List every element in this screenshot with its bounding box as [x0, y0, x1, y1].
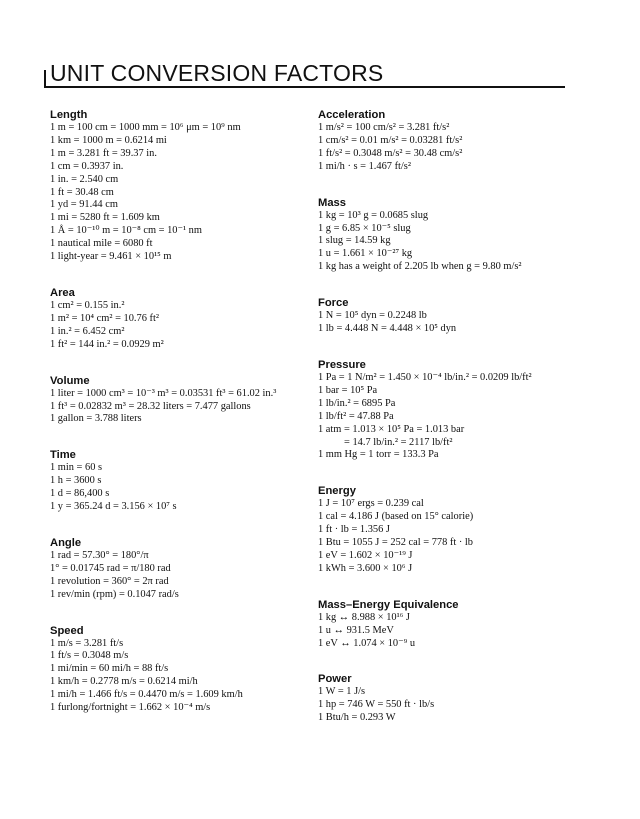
section-heading: Length [50, 109, 88, 121]
conversion-line: 1 cal = 4.186 J (based on 15° calorie) [318, 511, 474, 523]
section-heading: Angle [50, 536, 82, 549]
page-title: UNIT CONVERSION FACTORS [50, 60, 384, 86]
section-volume [50, 374, 320, 427]
section-heading: Acceleration [318, 109, 386, 121]
section-acceleration [318, 108, 578, 174]
section-heading: Pressure [318, 358, 366, 371]
conversion-line: 1 m = 3.281 ft = 39.37 in. [50, 147, 157, 159]
conversion-line: 1 cm² = 0.155 in.² [50, 299, 125, 311]
conversion-line: 1 furlong/fortnight = 1.662 × 10⁻⁴ m/s [50, 702, 211, 714]
conversion-line: 1 Pa = 1 N/m² = 1.450 × 10⁻⁴ lb/in.² = 0.0209 lb/ft² [318, 371, 532, 383]
conversion-line: 1 lb/ft² = 47.88 Pa [318, 410, 394, 422]
section-heading: Area [50, 286, 75, 299]
section-heading: Speed [50, 624, 84, 637]
section-power [318, 672, 578, 725]
conversion-line: 1 atm = 1.013 × 10⁵ Pa = 1.013 bar [318, 423, 465, 435]
conversion-line: = 14.7 lb/in.² = 2117 lb/ft² [344, 436, 453, 448]
section-heading: Energy [318, 485, 356, 498]
conversion-line: 1 h = 3600 s [50, 475, 102, 487]
conversion-line: 1 ft² = 144 in.² = 0.0929 m² [50, 338, 164, 350]
conversion-line: 1 m = 100 cm = 1000 mm = 10⁶ μm = 10⁹ nm [50, 122, 241, 133]
section-heading: Force [318, 297, 349, 310]
section-mass-energy-equivalence [318, 598, 578, 651]
section-heading: Volume [50, 374, 90, 387]
conversion-line: 1 bar = 10⁵ Pa [318, 384, 378, 396]
conversion-line: 1 m/s = 3.281 ft/s [50, 637, 124, 649]
section-heading: Mass–Energy Equivalence [318, 598, 459, 611]
conversion-line: 1 mi/h = 1.466 ft/s = 0.4470 m/s = 1.609 km/h [50, 689, 243, 701]
conversion-line: 1 Btu/h = 0.293 W [318, 712, 396, 724]
conversion-line: 1 eV = 1.602 × 10⁻¹⁹ J [318, 549, 413, 561]
conversion-line: 1 kg has a weight of 2.205 lb when g = 9.80 m/s² [318, 261, 522, 273]
conversion-line: 1 in. = 2.540 cm [50, 173, 119, 185]
conversion-line: 1 nautical mile = 6080 ft [50, 238, 153, 250]
section-pressure [318, 358, 578, 462]
conversion-line: 1 lb = 4.448 N = 4.448 × 10⁵ dyn [318, 323, 457, 335]
conversion-line: 1 rev/min (rpm) = 0.1047 rad/s [50, 588, 179, 600]
left-column [50, 108, 320, 715]
conversion-line: 1 ft/s² = 0.3048 m/s² = 30.48 cm/s² [318, 147, 463, 159]
conversion-line: 1 ft/s = 0.3048 m/s [50, 650, 129, 662]
conversion-line: 1 u = 1.661 × 10⁻²⁷ kg [318, 248, 413, 260]
conversion-line: 1 ft · lb = 1.356 J [318, 524, 390, 536]
conversion-line: 1 slug = 14.59 kg [318, 235, 391, 247]
section-speed [50, 624, 320, 715]
conversion-line: 1 u ↔ 931.5 MeV [318, 624, 394, 636]
conversion-line: 1 in.² = 6.452 cm² [50, 325, 125, 337]
conversion-line: 1 km/h = 0.2778 m/s = 0.6214 mi/h [50, 676, 198, 688]
section-heading: Time [50, 449, 76, 462]
section-length [50, 108, 320, 264]
conversion-line: 1 kg ↔ 8.988 × 10¹⁶ J [318, 611, 410, 623]
conversion-line: 1 mi = 5280 ft = 1.609 km [50, 212, 160, 224]
conversion-line: 1 cm/s² = 0.01 m/s² = 0.03281 ft/s² [318, 134, 463, 146]
section-mass [318, 196, 578, 275]
section-force [318, 296, 578, 336]
conversion-line: 1 m² = 10⁴ cm² = 10.76 ft² [50, 312, 159, 324]
conversion-line: 1 liter = 1000 cm³ = 10⁻³ m³ = 0.03531 ft³ = 61.02 in.³ [50, 387, 277, 399]
conversion-line: 1 eV ↔ 1.074 × 10⁻⁹ u [318, 637, 416, 649]
section-area [50, 286, 320, 352]
conversion-line: 1 min = 60 s [50, 462, 103, 474]
conversion-line: 1 Å = 10⁻¹⁰ m = 10⁻⁸ cm = 10⁻¹ nm [50, 225, 202, 237]
right-column [318, 108, 578, 725]
section-heading: Mass [318, 196, 346, 209]
conversion-line: 1 y = 365.24 d = 3.156 × 10⁷ s [50, 501, 177, 513]
conversion-line: 1 light-year = 9.461 × 10¹⁵ m [50, 251, 172, 263]
section-angle [50, 536, 320, 602]
conversion-line: 1 gallon = 3.788 liters [50, 413, 142, 425]
conversion-line: 1° = 0.01745 rad = π/180 rad [50, 562, 171, 574]
conversion-line: 1 km = 1000 m = 0.6214 mi [50, 134, 167, 146]
conversion-line: 1 cm = 0.3937 in. [50, 160, 124, 172]
conversion-line: 1 m/s² = 100 cm/s² = 3.281 ft/s² [318, 122, 450, 133]
conversion-line: 1 d = 86,400 s [50, 488, 110, 500]
title-rule [44, 86, 565, 88]
section-time [50, 448, 320, 514]
conversion-line: 1 W = 1 J/s [318, 686, 366, 698]
conversion-line: 1 ft = 30.48 cm [50, 186, 114, 198]
conversion-line: 1 N = 10⁵ dyn = 0.2248 lb [318, 310, 427, 322]
conversion-line: 1 kWh = 3.600 × 10⁶ J [318, 562, 413, 574]
conversion-line: 1 kg = 10³ g = 0.0685 slug [318, 209, 429, 221]
conversion-line: 1 rad = 57.30° = 180°/π [50, 549, 149, 561]
conversion-line: 1 mi/h · s = 1.467 ft/s² [318, 160, 411, 172]
conversion-line: 1 mm Hg = 1 torr = 133.3 Pa [318, 449, 439, 461]
conversion-line: 1 ft³ = 0.02832 m³ = 28.32 liters = 7.477 gallons [50, 400, 251, 412]
conversion-line: 1 g = 6.85 × 10⁻⁵ slug [318, 222, 411, 234]
section-energy [318, 484, 578, 575]
conversion-line: 1 J = 10⁷ ergs = 0.239 cal [318, 498, 424, 510]
conversion-line: 1 revolution = 360° = 2π rad [50, 575, 169, 587]
section-heading: Power [318, 673, 352, 686]
conversion-line: 1 Btu = 1055 J = 252 cal = 778 ft · lb [318, 537, 473, 549]
conversion-line: 1 lb/in.² = 6895 Pa [318, 397, 396, 409]
conversion-line: 1 mi/min = 60 mi/h = 88 ft/s [50, 663, 169, 675]
conversion-line: 1 hp = 746 W = 550 ft · lb/s [318, 699, 435, 711]
conversion-line: 1 yd = 91.44 cm [50, 199, 118, 211]
